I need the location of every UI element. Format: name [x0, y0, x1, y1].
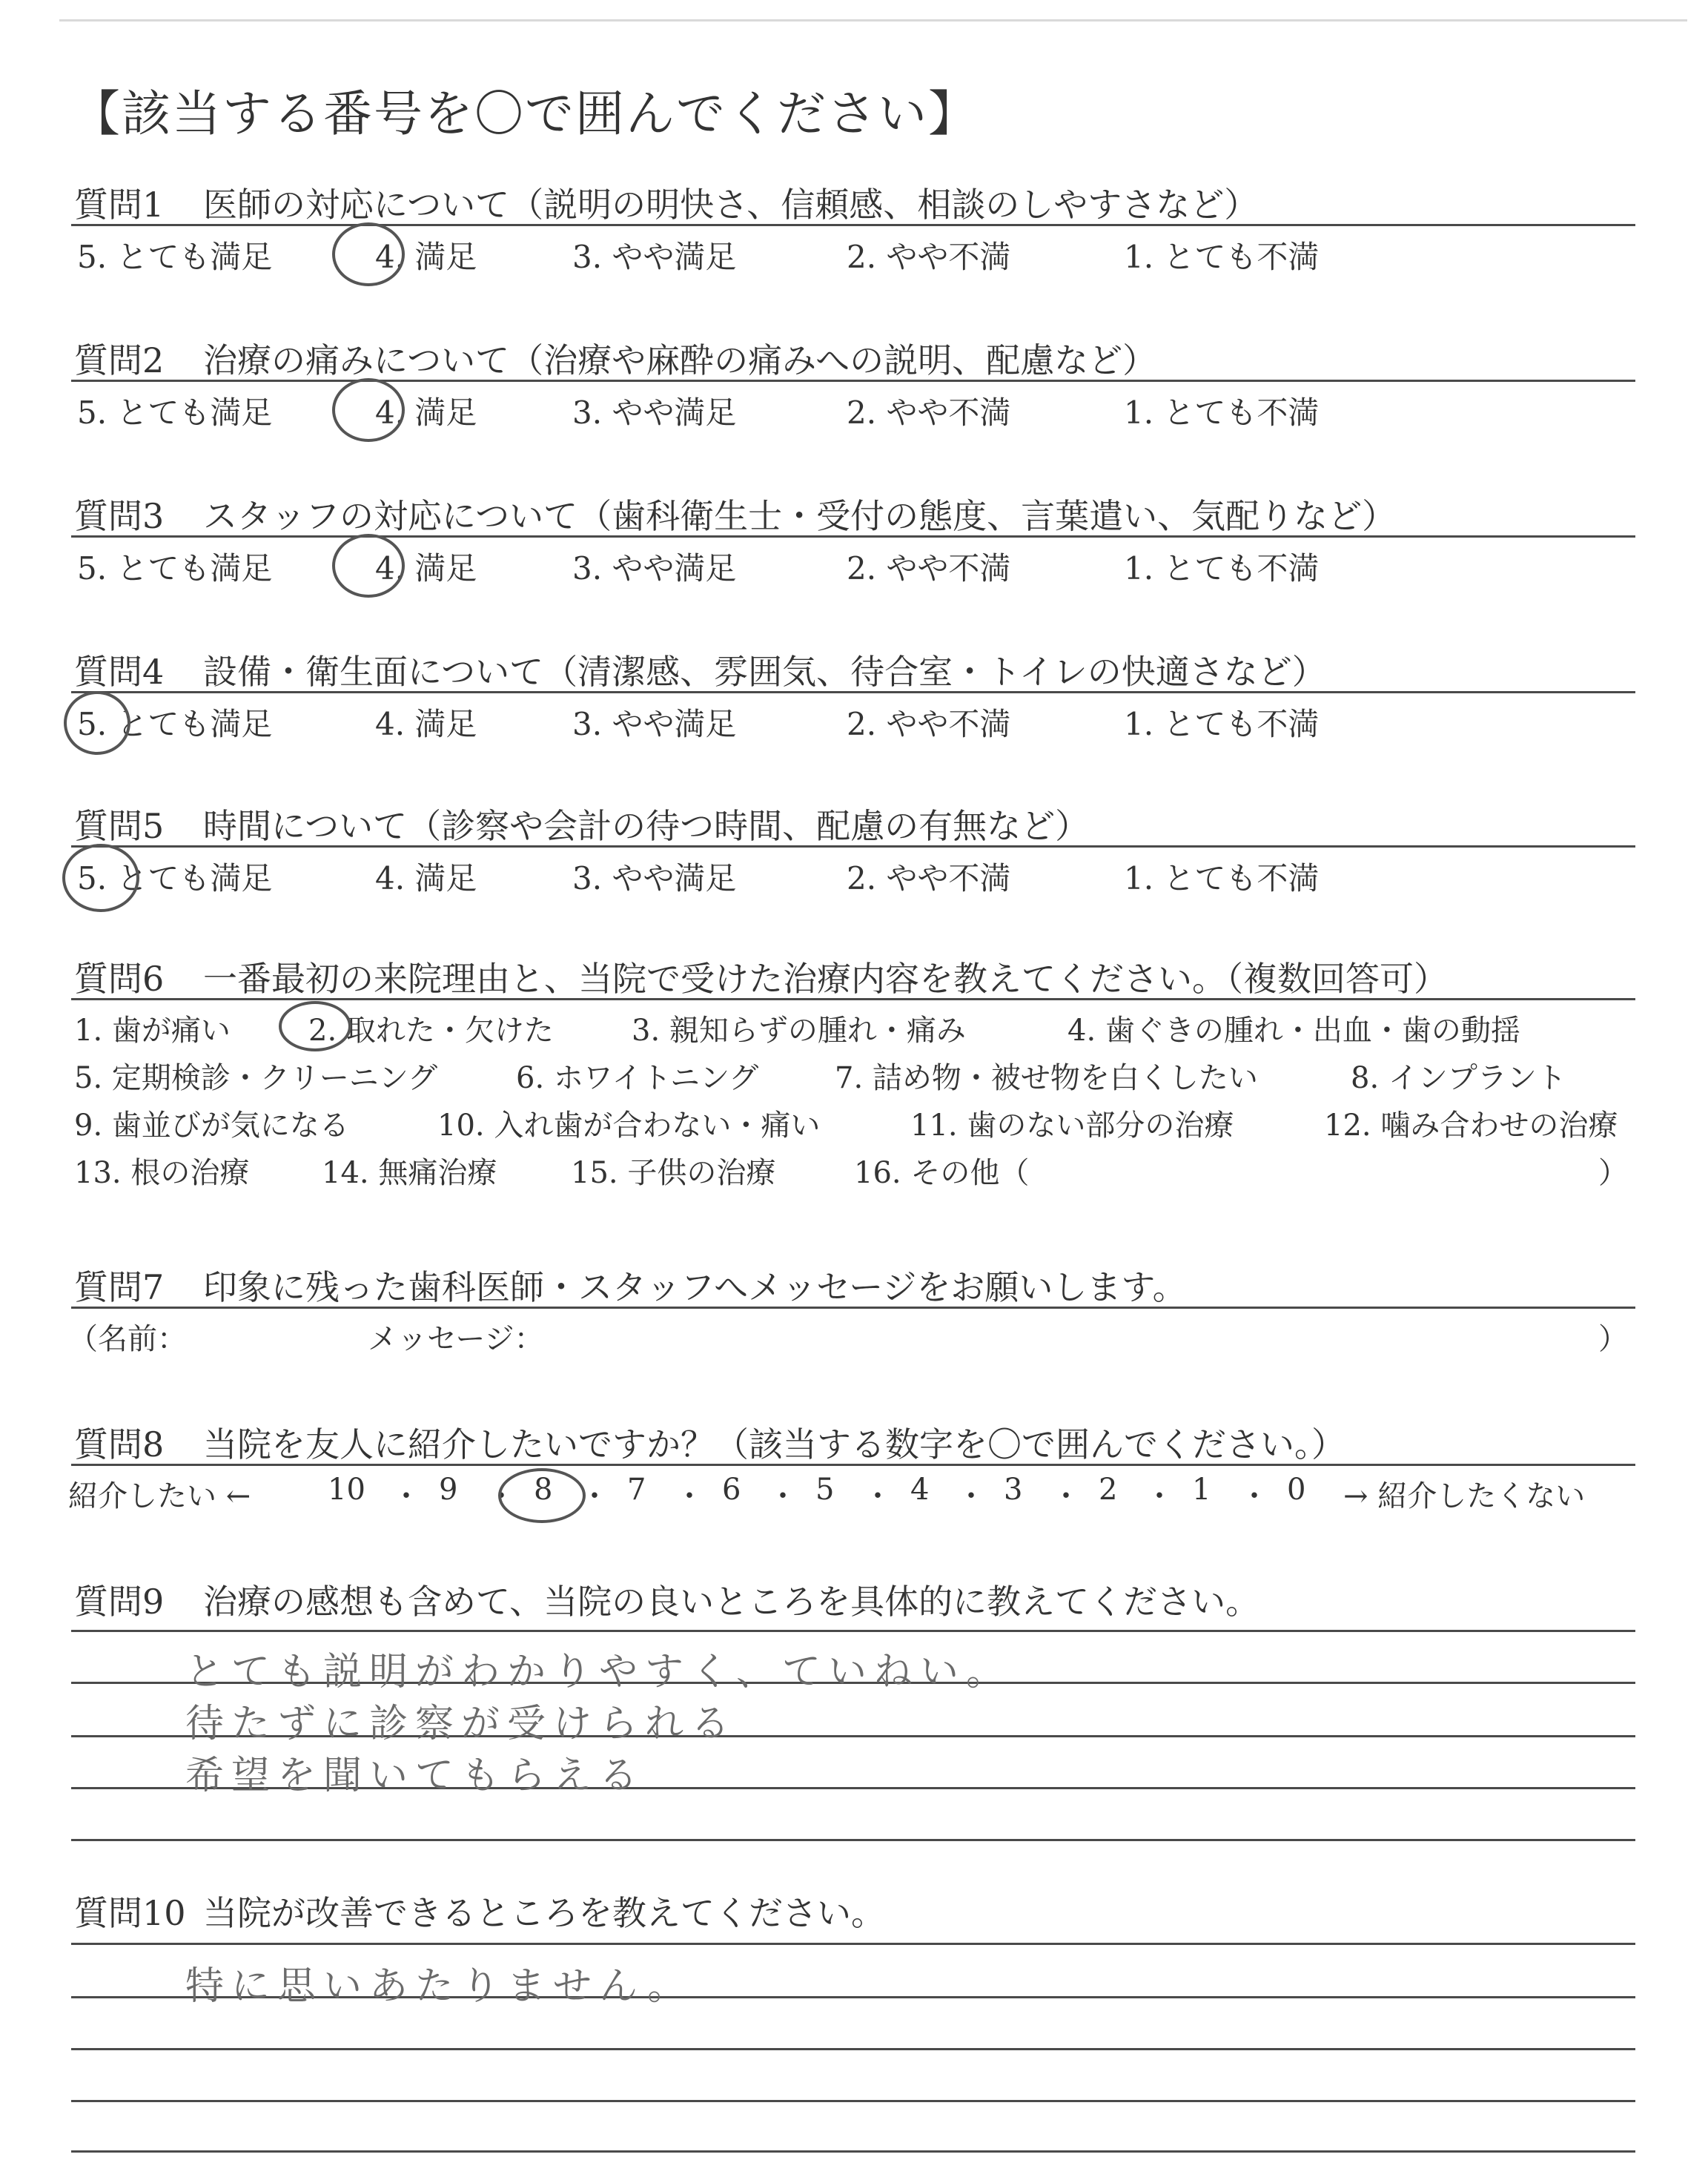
question-title [71, 483, 1635, 537]
reason-option-10[interactable]: 10. 入れ歯が合わない・痛い [437, 1109, 821, 1143]
message-label: メッセージ： [368, 1322, 544, 1356]
reason-row-3 [71, 1094, 1635, 1142]
question-text: 当院を友人に紹介したいですか？（該当する数字を〇で囲んでください。） [203, 1424, 1345, 1464]
writing-line [71, 2100, 1635, 2102]
selection-circle [332, 534, 405, 598]
option-2[interactable]: 2. やや不満 [847, 706, 1011, 742]
message-fields [68, 1308, 1635, 1360]
writing-line [71, 2150, 1635, 2153]
scale-dot: ・ [768, 1479, 798, 1513]
scale-2[interactable]: 2 [1099, 1473, 1118, 1507]
option-5[interactable]: 5. とても満足 [77, 239, 273, 275]
writing-line [71, 1943, 1635, 1945]
question-9 [71, 1569, 1635, 1622]
question-7 [68, 1255, 1635, 1360]
scale-dot: ・ [486, 1479, 516, 1513]
question-title [71, 1255, 1635, 1308]
question-text: 当院が改善できるところを教えてください。 [203, 1893, 885, 1933]
question-number: 質問5 [74, 806, 165, 846]
question-5 [71, 793, 1635, 899]
rating-options [71, 693, 1635, 744]
rating-options [71, 225, 1635, 277]
rating-options [71, 847, 1635, 899]
question-number: 質問1 [74, 185, 165, 225]
scale-dot: ・ [675, 1479, 704, 1513]
reason-option-6[interactable]: 6. ホワイトニング [516, 1061, 759, 1095]
question-title [71, 793, 1635, 847]
selection-circle [498, 1468, 586, 1523]
writing-line [71, 2048, 1635, 2050]
option-1[interactable]: 1. とても不満 [1124, 550, 1320, 587]
scale-dot: ・ [391, 1479, 421, 1513]
scale-3[interactable]: 3 [1004, 1473, 1023, 1507]
question-title [71, 1880, 1635, 1934]
question-number: 質問7 [74, 1267, 165, 1307]
option-4[interactable]: 4. 満足 [375, 239, 477, 275]
referral-scale [68, 1465, 1635, 1517]
question-4 [71, 639, 1635, 744]
option-3[interactable]: 3. やや満足 [572, 550, 737, 587]
form-header: 【該当する番号を〇で囲んでください】 [71, 85, 979, 142]
writing-line [71, 1839, 1635, 1841]
scale-9[interactable]: 9 [439, 1473, 458, 1507]
option-5[interactable]: 5. とても満足 [77, 860, 273, 896]
option-2[interactable]: 2. やや不満 [847, 860, 1011, 896]
selection-circle [332, 222, 405, 286]
scale-dot: ・ [1051, 1479, 1081, 1513]
option-2[interactable]: 2. やや不満 [847, 550, 1011, 587]
option-3[interactable]: 3. やや満足 [572, 394, 737, 431]
reason-option-11[interactable]: 11. 歯のない部分の治療 [910, 1109, 1234, 1143]
selection-circle [64, 691, 130, 755]
reason-option-3[interactable]: 3. 親知らずの腫れ・痛み [632, 1014, 966, 1048]
option-3[interactable]: 3. やや満足 [572, 706, 737, 742]
option-1[interactable]: 1. とても不満 [1124, 394, 1320, 431]
question-2 [71, 328, 1635, 433]
option-4[interactable]: 4. 満足 [375, 550, 477, 587]
question-text: 時間について（診察や会計の待つ時間、配慮の有無など） [203, 806, 1090, 846]
scale-4[interactable]: 4 [910, 1473, 930, 1507]
reason-option-14[interactable]: 14. 無痛治療 [322, 1156, 497, 1190]
option-4[interactable]: 4. 満足 [375, 394, 477, 431]
question-title [71, 328, 1635, 381]
question-title [71, 1412, 1635, 1465]
option-5[interactable]: 5. とても満足 [77, 550, 273, 587]
scale-8[interactable]: 8 [534, 1473, 553, 1507]
top-border [59, 19, 1687, 22]
question-number: 質問8 [74, 1424, 165, 1464]
question-1 [71, 172, 1635, 277]
scale-left-label: 紹介したい ← [68, 1479, 251, 1513]
question-title [71, 1569, 1635, 1622]
reason-option-16[interactable]: 16. その他（ [854, 1156, 1030, 1190]
close-paren: ） [1598, 1322, 1628, 1356]
question-number: 質問4 [74, 652, 165, 692]
name-label: （名前： [68, 1322, 187, 1356]
selection-circle [332, 378, 405, 442]
question-number: 質問10 [74, 1893, 186, 1933]
option-1[interactable]: 1. とても不満 [1124, 706, 1320, 742]
scale-0[interactable]: 0 [1287, 1473, 1306, 1507]
option-3[interactable]: 3. やや満足 [572, 860, 737, 896]
option-3[interactable]: 3. やや満足 [572, 239, 737, 275]
question-title [71, 639, 1635, 693]
option-4[interactable]: 4. 満足 [375, 706, 477, 742]
question-title [71, 172, 1635, 225]
scale-dot: ・ [956, 1479, 986, 1513]
handwritten-answer: 特に思いあたりません。 [185, 1964, 694, 2009]
reason-row-4 [71, 1142, 1635, 1189]
close-paren: ） [1598, 1156, 1628, 1190]
question-number: 質問6 [74, 959, 165, 999]
scale-right-label: → 紹介したくない [1343, 1479, 1586, 1513]
option-4[interactable]: 4. 満足 [375, 860, 477, 896]
question-6 [71, 946, 1635, 1189]
question-8 [68, 1412, 1635, 1517]
scale-dot: ・ [580, 1479, 609, 1513]
option-2[interactable]: 2. やや不満 [847, 239, 1011, 275]
option-1[interactable]: 1. とても不満 [1124, 860, 1320, 896]
question-text: 治療の感想も含めて、当院の良いところを具体的に教えてください。 [203, 1582, 1260, 1622]
scale-dot: ・ [863, 1479, 893, 1513]
question-text: 設備・衛生面について（清潔感、雰囲気、待合室・トイレの快適さなど） [203, 652, 1326, 692]
scale-10[interactable]: 10 [328, 1473, 365, 1507]
question-10 [71, 1880, 1635, 1934]
scale-5[interactable]: 5 [815, 1473, 835, 1507]
reason-option-15[interactable]: 15. 子供の治療 [571, 1156, 776, 1190]
selection-circle [279, 1001, 351, 1051]
handwritten-answer: とても説明がわかりやすく、ていねい。 [185, 1650, 1012, 1694]
reason-option-9[interactable]: 9. 歯並びが気になる [74, 1109, 349, 1143]
option-2[interactable]: 2. やや不満 [847, 394, 1011, 431]
question-text: スタッフの対応について（歯科衛生士・受付の態度、言葉遣い、気配りなど） [203, 496, 1397, 536]
question-text: 一番最初の来院理由と、当院で受けた治療内容を教えてください。（複数回答可） [203, 959, 1448, 999]
writing-line [71, 1630, 1635, 1632]
handwritten-answer: 待たずに診察が受けられる [185, 1702, 738, 1746]
reason-row-2 [71, 1047, 1635, 1094]
scale-1[interactable]: 1 [1192, 1473, 1211, 1507]
selection-circle [62, 844, 139, 912]
option-5[interactable]: 5. とても満足 [77, 706, 273, 742]
rating-options [71, 381, 1635, 433]
reason-option-2[interactable]: 2. 取れた・欠けた [308, 1014, 554, 1048]
question-title [71, 946, 1635, 1000]
question-number: 質問3 [74, 496, 165, 536]
reason-option-1[interactable]: 1. 歯が痛い [74, 1014, 231, 1048]
question-3 [71, 483, 1635, 589]
reason-row-1 [71, 1000, 1635, 1047]
question-number: 質問9 [74, 1582, 165, 1622]
option-1[interactable]: 1. とても不満 [1124, 239, 1320, 275]
handwritten-answer: 希望を聞いてもらえる [185, 1754, 646, 1798]
reason-option-8[interactable]: 8. インプラント [1351, 1061, 1566, 1095]
scale-6[interactable]: 6 [722, 1473, 741, 1507]
rating-options [71, 537, 1635, 589]
question-text: 印象に残った歯科医師・スタッフへメッセージをお願いします。 [203, 1267, 1187, 1307]
question-text: 治療の痛みについて（治療や麻酔の痛みへの説明、配慮など） [203, 340, 1157, 380]
scale-7[interactable]: 7 [627, 1473, 646, 1507]
reason-option-4[interactable]: 4. 歯ぐきの腫れ・出血・歯の動揺 [1068, 1014, 1520, 1048]
question-number: 質問2 [74, 340, 165, 380]
reason-option-7[interactable]: 7. 詰め物・被せ物を白くしたい [835, 1061, 1258, 1095]
reason-option-12[interactable]: 12. 噛み合わせの治療 [1324, 1109, 1618, 1143]
reason-option-5[interactable]: 5. 定期検診・クリーニング [74, 1061, 438, 1095]
question-text: 医師の対応について（説明の明快さ、信頼感、相談のしやすさなど） [203, 185, 1259, 225]
scale-dot: ・ [1145, 1479, 1174, 1513]
scale-dot: ・ [1239, 1479, 1269, 1513]
reason-option-13[interactable]: 13. 根の治療 [74, 1156, 250, 1190]
option-5[interactable]: 5. とても満足 [77, 394, 273, 431]
